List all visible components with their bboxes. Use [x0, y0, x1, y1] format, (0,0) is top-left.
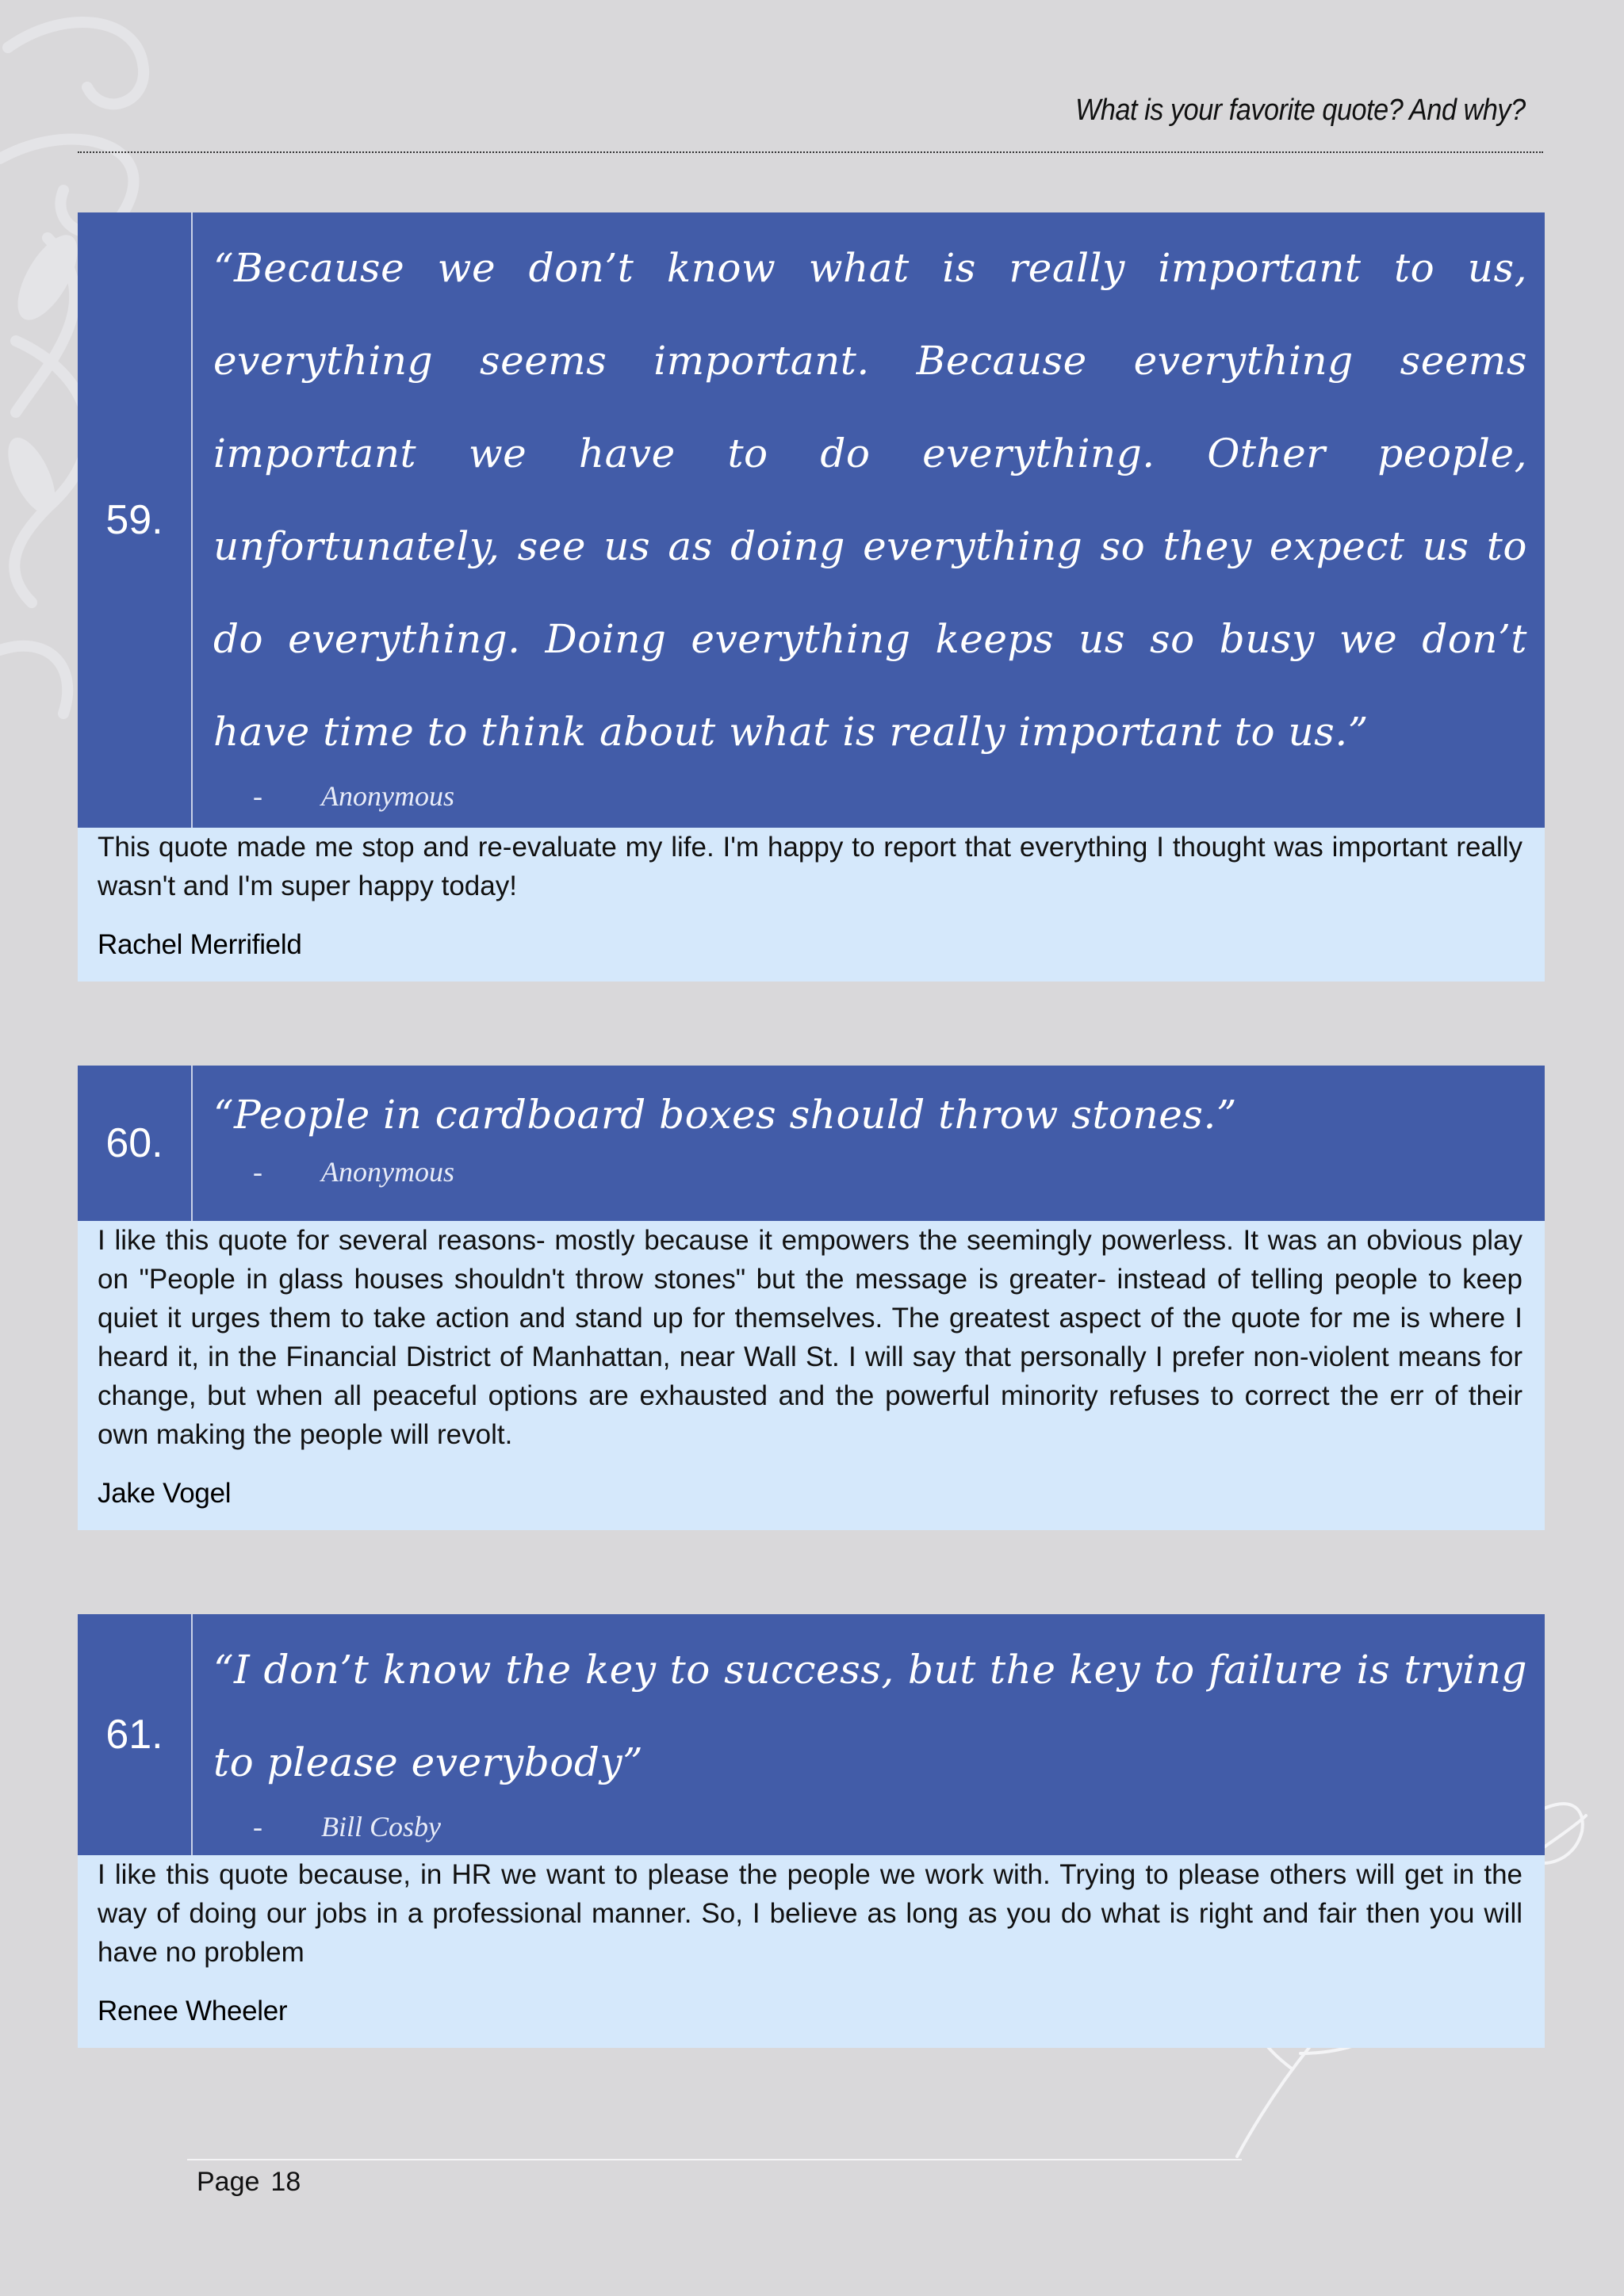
- comment-text: I like this quote for several reasons- mostly because it empowers the seemingly powerless. It was an obvious play on "People in glass houses shouldn't throw stones" but the message is greater- instead of telling people to keep quiet it urges them to take action and stand up for themselves. The greatest aspect of the quote for me is where I heard it, in the Financial District of Manhattan, near Wall St. I will say that personally I prefer non-violent means for change, but when all peaceful options are exhausted and the powerful minority refuses to correct the err of their own making the people will revolt.: [98, 1225, 1522, 1450]
- attribution-dash: -: [253, 1156, 262, 1188]
- page-number: [197, 2167, 312, 2198]
- quote-entry-61: [78, 1614, 1545, 2048]
- entry-number: 61.: [78, 1614, 193, 1855]
- entry-number: 60.: [78, 1066, 193, 1221]
- footer-divider: [187, 2159, 1242, 2160]
- quote-box: [78, 1614, 1545, 1855]
- comment-text: I like this quote because, in HR we want to please the people we work with. Trying to please others will get in the way of doing our jobs in a professional manner. So, I believe as long as you do what is right and fair then you will have no problem: [98, 1859, 1522, 1968]
- quote-attribution: [253, 1154, 1527, 1189]
- page-header-title: What is your favorite quote? And why?: [1075, 94, 1526, 127]
- quote-entry-60: [78, 1066, 1545, 1530]
- quote-attribution: [253, 779, 1527, 813]
- quote-text: “I don’t know the key to success, but the key to failure is trying to please everybody”: [213, 1647, 1527, 1785]
- comment-author: Renee Wheeler: [98, 1996, 288, 2026]
- page-label: Page: [197, 2167, 260, 2197]
- comment-author: Jake Vogel: [98, 1478, 232, 1509]
- quote-column: [193, 212, 1545, 828]
- quote-box: [78, 212, 1545, 828]
- comment-box: [78, 1855, 1545, 2048]
- quote-entry-59: [78, 212, 1545, 982]
- quote-attribution: [253, 1809, 1527, 1844]
- comment-text: This quote made me stop and re-evaluate my life. I'm happy to report that everything I thought was important really wasn't and I'm super happy today!: [98, 832, 1522, 901]
- header-divider: [78, 151, 1543, 153]
- comment-box: [78, 828, 1545, 982]
- quote-box: [78, 1066, 1545, 1221]
- quote-text: “People in cardboard boxes should throw stones.”: [213, 1092, 1237, 1138]
- attribution-dash: -: [253, 1811, 262, 1843]
- attribution-name: Anonymous: [321, 780, 454, 812]
- attribution-name: Bill Cosby: [321, 1811, 441, 1843]
- page-number-value: 18: [270, 2167, 301, 2197]
- comment-box: [78, 1221, 1545, 1530]
- comment-author: Rachel Merrifield: [98, 929, 302, 960]
- quote-column: [193, 1614, 1545, 1855]
- entry-number: 59.: [78, 212, 193, 828]
- quote-text: “Because we don’t know what is really important to us, everything seems important. Because everything seems important we have to do everything. Other people, unfortunately, see us as doing everything so they expect us to do everything. Doing everything keeps us so busy we don’t have time to think about what is really important to us.”: [213, 245, 1527, 755]
- attribution-name: Anonymous: [321, 1156, 454, 1188]
- quote-column: [193, 1066, 1545, 1221]
- attribution-dash: -: [253, 780, 262, 812]
